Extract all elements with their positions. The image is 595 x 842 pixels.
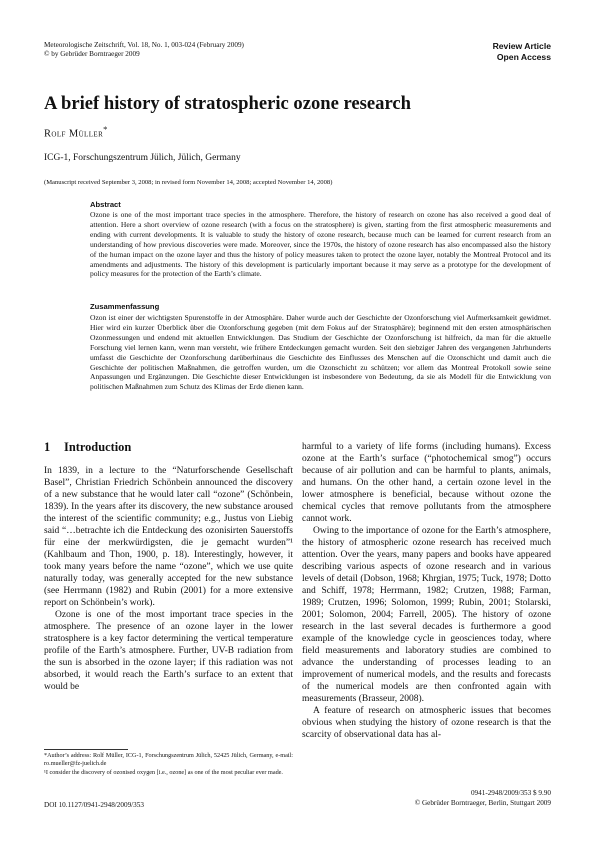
abstract-heading: Abstract [90,200,121,209]
footnote-author-address: *Author’s address: Rolf Müller, ICG-1, Forschungszentrum Jülich, 52425 Jülich, Germany, e-mail: ro.mueller@fz-juelich.de [44,752,293,768]
body-paragraph: A feature of research on atmospheric issues that becomes obvious when studying the history of ozone research is that the scarcity of observational data has al- [302,706,551,740]
journal-copyright: © by Gebrüder Borntraeger 2009 [44,50,140,59]
section-heading [44,440,131,455]
publisher-copyright: © Gebrüder Borntraeger, Berlin, Stuttgart 2009 [414,799,551,808]
zusammenfassung-text: Ozon ist einer der wichtigsten Spurenstoffe in der Atmosphäre. Daher wurde auch der Geschichte der Ozonforschung viel Aufmerksamkeit gewidmet. Hier wird ein kurzer Überblick über die Ozonforschung gegeben (mit dem Fokus auf der Stratosphäre); beginnend mit den ersten atmosphärischen Ozonmessungen und endend mit aktuellen Entwicklungen. Das Studium der Geschichte der Ozonforschung ist hilfreich, da man für die aktuelle Forschung viel lernen kann, wenn man versteht, wie frühere Entdeckungen gemacht wurden. Seit den siebziger Jahren des vergangenen Jahrhunderts umfasst die Geschichte der Ozonforschung darüberhinaus die Geschichte des Einflusses des Menschen auf die Ozonschicht und damit auch die Geschichte der politischen Maßnahmen, die getroffen wurden, um die Ozonschicht zu schützen; vor allem das Montreal Protokoll sowie seine Anpassungen und Ergänzungen. Die Geschichte dieser Entwicklungen ist insbesondere von Bedeutung, da sie als Modell für die Entwicklung von politischen Maßnahmen zum Schutz des Klimas der Erde dienen kann. [90,313,551,392]
author-line [44,124,108,140]
article-type-header [493,41,551,62]
author-first-name: Rolf [44,128,66,140]
author-last-name: Müller [68,128,104,140]
journal-citation: Meteorologische Zeitschrift, Vol. 18, No. 1, 003-024 (February 2009) [44,41,244,49]
left-column [44,465,293,693]
publisher-footer [415,788,551,808]
journal-header [44,41,244,59]
footnote-translation: ¹I consider the discovery of ozonised oxygen [i.e., ozone] as one of the most peculiar ever made. [44,768,283,776]
body-paragraph: Owing to the importance of ozone for the Earth’s atmosphere, the history of atmospheric ozone research has received much attention. Over the years, many papers and books have appeared describing various aspects of ozone research and in various levels of detail (Dobson, 1968; Khrgian, 1975; Tuck, 1978; Dotto and Schiff, 1978; Herrmann, 1982; Crutzen, 1988; Farman, 1989; Crutzen, 1996; Solomon, 1999; Rubin, 2001; Stolarski, 2001; Solomon, 2004; Farrell, 2005). The history of ozone research in the last several decades is furthermore a good example of the knowledge cycle in geosciences today, where field measurements and laboratory studies are combined to advance the understanding of processes leading to an improvement of numerical models, and the results and forecasts of the numerical models are then confronted again with measurements (Brasseur, 2008). [302,526,551,704]
body-paragraph: harmful to a variety of life forms (including humans). Excess ozone at the Earth’s surface (“photochemical smog”) occurs because of air pollution and can be harmful to plants, animals, and humans. On the other hand, a certain ozone level in the lower atmosphere is beneficial, because without ozone the chemical cycles that remove pollutants from the atmosphere cannot work. [302,442,551,524]
access-type: Open Access [496,51,551,62]
affiliation: ICG-1, Forschungszentrum Jülich, Jülich, Germany [44,153,241,163]
abstract-text: Ozone is one of the most important trace species in the atmosphere. Therefore, the history of research on ozone has also received a good deal of attention. Here a short overview of ozone research (with a focus on the stratosphere) is given, starting from the first atmospheric measurements and ending with current developments. It is valuable to study the history of ozone research, because much can be learned for current research from an understanding of how previous discoveries were made. Moreover, since the 1970s, the history of ozone research has also encompassed also the history of the human impact on the ozone layer and thus the history of policy measures taken to protect the ozone layer, notably the Montreal Protocol and its amendments and adjustments. The history of this development is particularly important because it may serve as a prototype for the development of policy measures for the protection of the Earth’s climate. [90,210,551,279]
zusammenfassung-heading: Zusammenfassung [90,302,160,311]
footnotes [44,752,293,777]
body-paragraph: Ozone is one of the most important trace species in the atmosphere. The presence of an ozone layer in the lower stratosphere is a key factor determining the vertical temperature profile of the Earth’s atmosphere. Further, UV-B radiation from the sun is absorbed in the ozone layer; if this radiation was not absorbed, it would reach the Earth’s surface to an extent that would be [44,610,293,692]
right-column [302,441,551,741]
paper-title: A brief history of stratospheric ozone research [44,93,411,114]
body-paragraph: In 1839, in a lecture to the “Naturforschende Gesellschaft Basel”, Christian Friedrich Schönbein announced the discovery of a new substance that he would later call “ozone” (Schönbein, 1839). In the years after its discovery, the new substance aroused the interest of the scientific community; e.g., Justus von Liebig said “…betrachte ich die Entdeckung des ozonisirten Sauerstoffs für eine der merkwürdigsten, die je gemacht wurden”¹ (Kahlbaum and Thon, 1900, p. 18). Interestingly, however, it took many years before the name “ozone”, which we use quite naturally today, was generally accepted for the new substance (see Herrmann (1982) and Rubin (2001) for a more extensive report on Schönbein’s work). [44,466,293,608]
doi: DOI 10.1127/0941-2948/2009/353 [44,801,144,809]
section-title: Introduction [64,440,132,454]
article-type: Review Article [492,41,551,51]
footnote-divider [44,749,128,750]
section-number: 1 [44,440,51,454]
issn-price: 0941-2948/2009/353 $ 9.90 [470,789,551,797]
author-footnote-mark: * [103,124,108,134]
manuscript-dates: (Manuscript received September 3, 2008; in revised form November 14, 2008; accepted November 14, 2008) [44,179,333,186]
